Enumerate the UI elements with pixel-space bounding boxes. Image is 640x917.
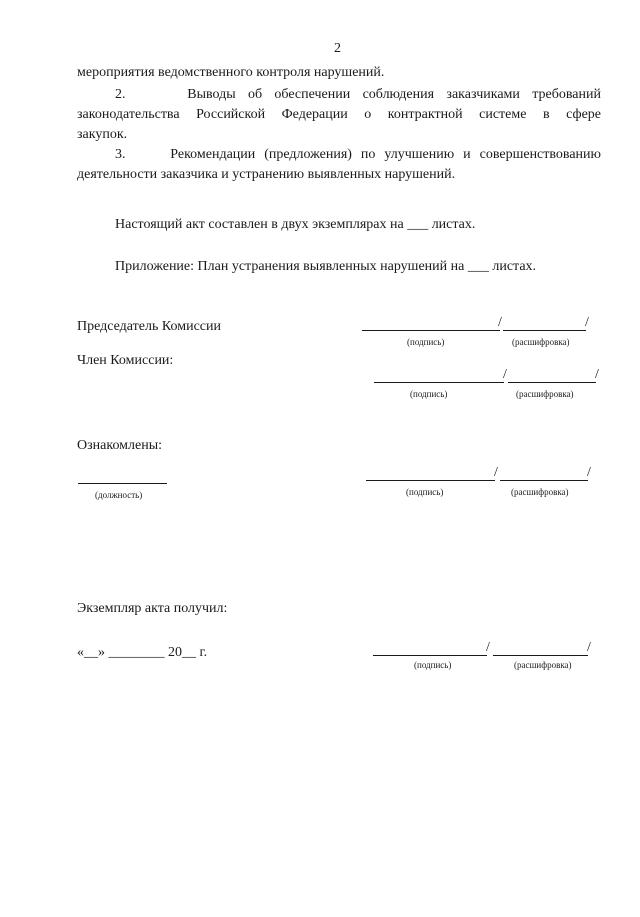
acquainted-decoding-caption: (расшифровка) — [511, 487, 569, 497]
chairman-label: Председатель Комиссии — [77, 319, 221, 334]
received-slash-2: / — [587, 640, 591, 655]
received-slash-1: / — [486, 640, 490, 655]
member-slash-2: / — [595, 367, 599, 382]
acquainted-label: Ознакомлены: — [77, 438, 163, 453]
position-line — [78, 483, 167, 484]
paragraph-2-line-3: закупок. — [77, 127, 128, 142]
received-decoding-caption: (расшифровка) — [514, 660, 572, 670]
paragraph-3-line-1: 3. Рекомендации (предложения) по улучшению и совершенствованию — [115, 147, 601, 162]
paragraph-2-line-2: законодательства Российской Федерации о контрактной системе в сфере — [77, 107, 601, 122]
paragraph-3-line-2: деятельности заказчика и устранению выявленных нарушений. — [77, 167, 456, 182]
acquainted-signature-caption: (подпись) — [406, 487, 444, 497]
member-signature-line — [374, 382, 504, 383]
received-decoding-line — [493, 655, 588, 656]
acquainted-slash-2: / — [587, 465, 591, 480]
chairman-decoding-line — [503, 330, 586, 331]
act-copies-text: Настоящий акт составлен в двух экземплярах на ___ листах. — [115, 217, 476, 232]
paragraph-1: мероприятия ведомственного контроля нарушений. — [77, 65, 385, 80]
acquainted-slash-1: / — [494, 465, 498, 480]
received-signature-caption: (подпись) — [414, 660, 452, 670]
position-caption: (должность) — [95, 490, 143, 500]
member-decoding-line — [508, 382, 596, 383]
paragraph-2-line-1: 2. Выводы об обеспечении соблюдения заказчиками требований — [115, 87, 601, 102]
received-signature-line — [373, 655, 487, 656]
acquainted-decoding-line — [500, 480, 588, 481]
member-slash-1: / — [503, 367, 507, 382]
received-label: Экземпляр акта получил: — [77, 601, 228, 616]
member-signature-caption: (подпись) — [410, 389, 448, 399]
acquainted-signature-line — [366, 480, 495, 481]
chairman-decoding-caption: (расшифровка) — [512, 337, 570, 347]
page-number: 2 — [334, 41, 341, 56]
chairman-slash-2: / — [585, 315, 589, 330]
chairman-signature-caption: (подпись) — [407, 337, 445, 347]
member-decoding-caption: (расшифровка) — [516, 389, 574, 399]
appendix-text: Приложение: План устранения выявленных нарушений на ___ листах. — [115, 259, 537, 274]
chairman-slash-1: / — [498, 315, 502, 330]
chairman-signature-line — [362, 330, 500, 331]
member-label: Член Комиссии: — [77, 353, 174, 368]
date-line: «__» ________ 20__ г. — [77, 645, 208, 660]
